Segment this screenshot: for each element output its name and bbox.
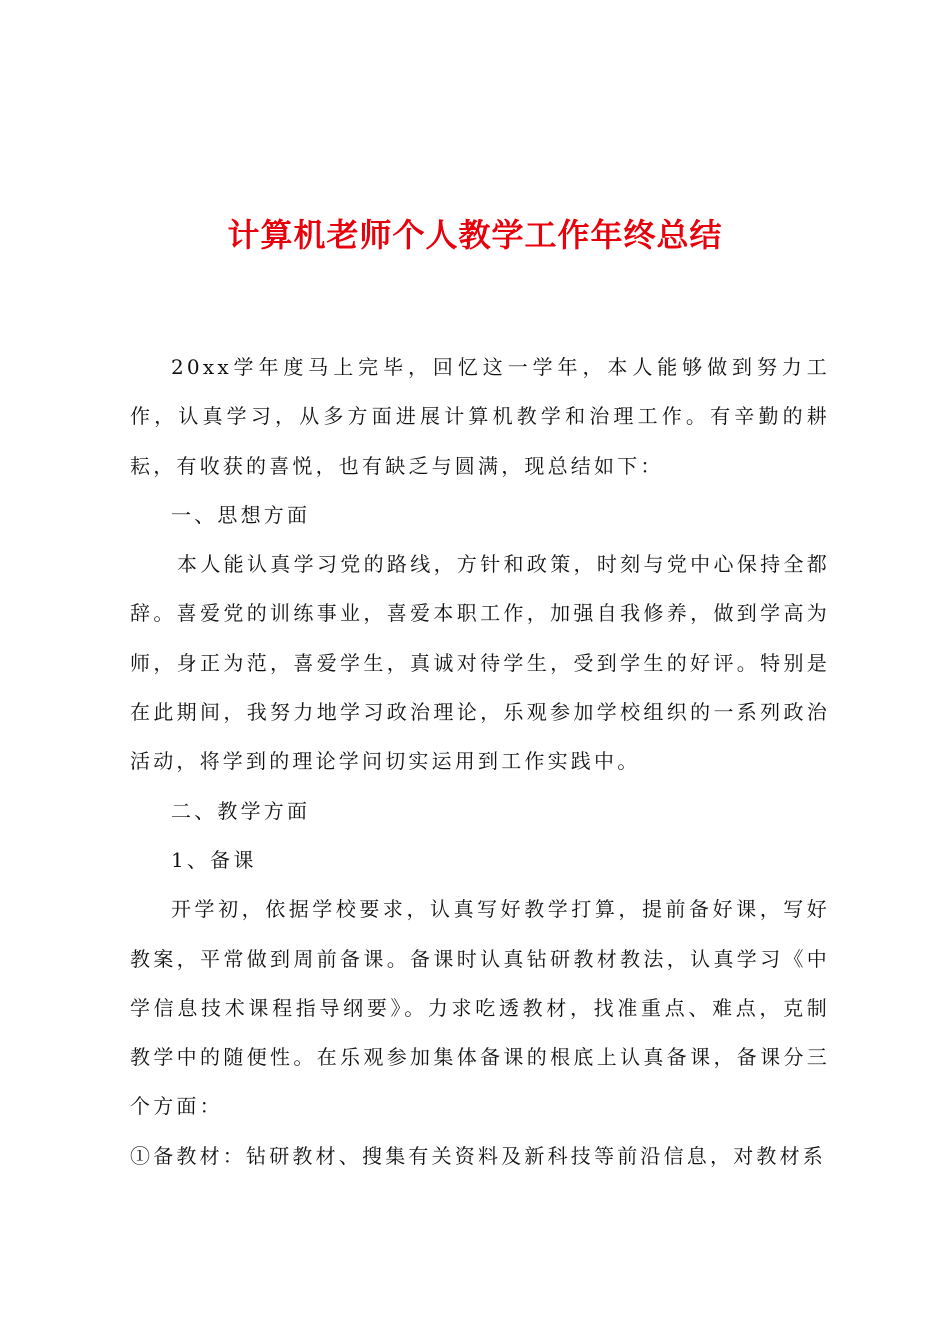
paragraph-lesson-prep-item-1: ①备教材：钻研教材、搜集有关资料及新科技等前沿信息，对教材系 — [130, 1143, 826, 1168]
document-body — [130, 343, 830, 1181]
section-heading-thought: 一、思想方面 — [171, 502, 311, 527]
document-title: 计算机老师个人教学工作年终总结 — [227, 216, 723, 254]
paragraph-intro: 20xx学年度马上完毕，回忆这一学年，本人能够做到努力工作，认真学习，从多方面进展计算机教学和治理工作。有辛勤的耕耘，有收获的喜悦，也有缺乏与圆满，现总结如下： — [130, 355, 830, 478]
subsection-heading-lesson-prep: 1、备课 — [171, 847, 257, 872]
section-heading-teaching: 二、教学方面 — [171, 798, 311, 823]
paragraph-thought: 本人能认真学习党的路线，方针和政策，时刻与党中心保持全都辞。喜爱党的训练事业，喜爱本职工作，加强自我修养，做到学高为师，身正为范，喜爱学生，真诚对待学生，受到学生的好评。特别是在此期间，我努力地学习政治理论，乐观参加学校组织的一系列政治活动，将学到的理论学问切实运用到工作实践中。 — [130, 552, 830, 774]
paragraph-lesson-prep: 开学初，依据学校要求，认真写好教学打算，提前备好课，写好教案，平常做到周前备课。备课时认真钻研教材教法，认真学习《中学信息技术课程指导纲要》。力求吃透教材，找准重点、难点，克制教学中的随便性。在乐观参加集体备课的根底上认真备课，备课分三个方面： — [130, 897, 830, 1119]
